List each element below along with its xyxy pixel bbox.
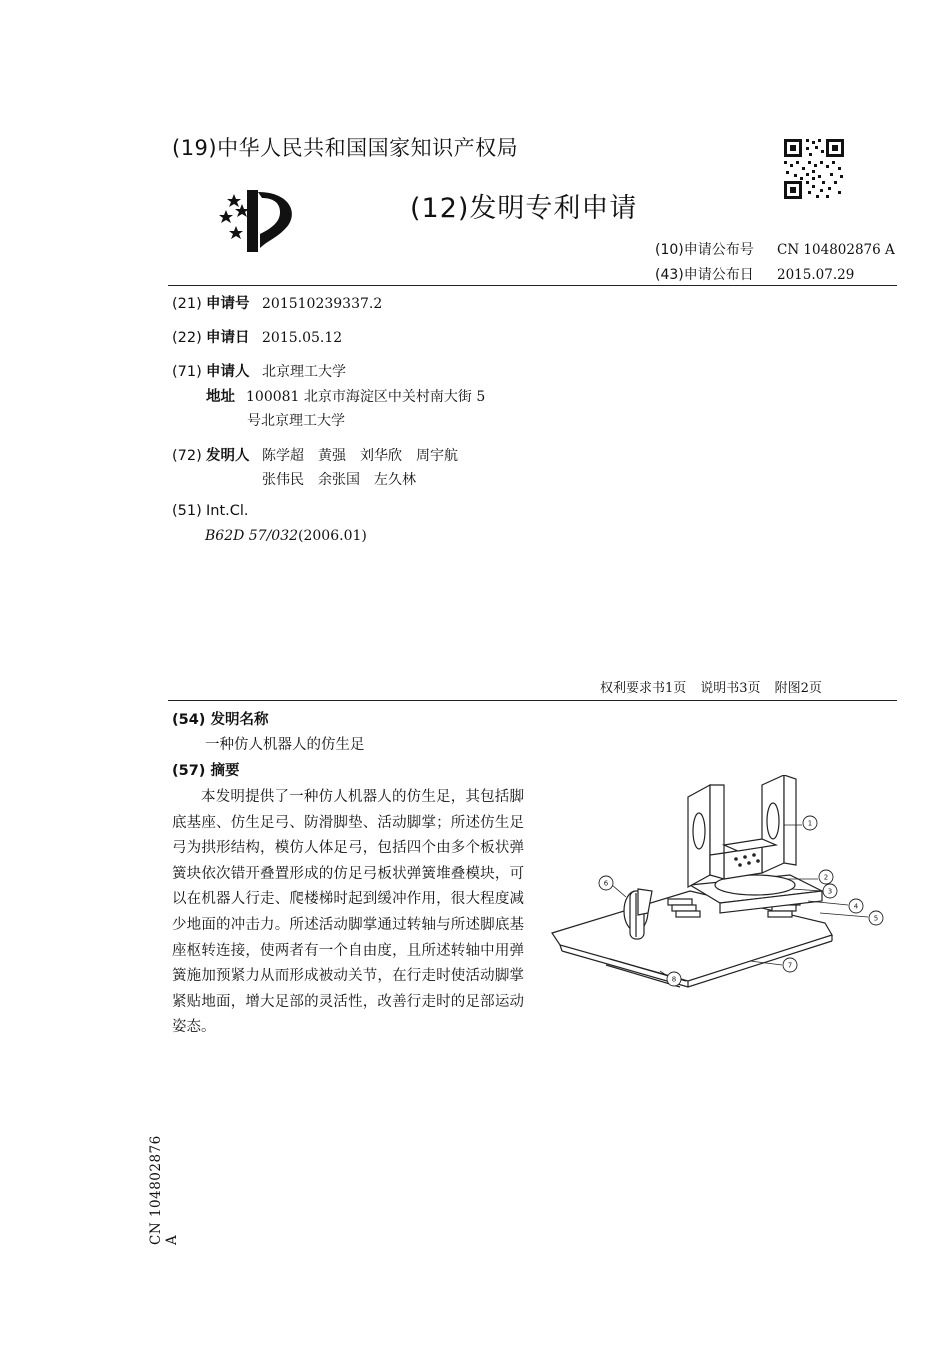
publication-date-value: 2015.07.29 [777,267,855,283]
application-number-field [172,292,382,313]
field-code: (71) [172,364,202,380]
application-date-field [172,326,342,347]
cnipa-logo-icon [214,186,300,256]
publication-date-row [655,264,854,284]
page-counts [600,677,836,696]
abstract-text: 本发明提供了一种仿人机器人的仿生足，其包括脚底基座、仿生足弓、防滑脚垫、活动脚掌；所述仿生足弓为拱形结构，模仿人体足弓，包括四个由多个板状弹簧块依次错开叠置形成的仿足弓板状弹簧堆叠模块，可以在机器人行走、爬楼梯时起到缓冲作用，很大程度减少地面的冲击力。所述活动脚掌通过转轴与所述脚底基座枢转连接，使两者有一个自由度，且所述转轴中用弹簧施加预紧力从而形成被动关节，在行走时使活动脚掌紧贴地面，增大足部的灵活性，改善行走时的足部运动姿态。 [172,789,524,1036]
publication-number-label: (10)申请公布号 [655,242,754,258]
bionic-foot-drawing [540,775,900,1000]
figure-label-8: 8 [671,975,677,984]
application-number-value: 201510239337.2 [262,296,383,312]
document-type: (12)发明专利申请 [410,193,638,224]
section-divider [168,700,897,701]
figure-label-3: 3 [827,887,833,896]
drawings-pages: 附图2页 [774,681,822,696]
claims-pages: 权利要求书1页 [600,681,687,696]
invention-title: 一种仿人机器人的仿生足 [205,737,365,753]
side-publication-number-text: CN 104802876 A [148,1135,180,1245]
figure-label-1: 1 [807,819,813,828]
figure-label-2: 2 [823,873,829,882]
field-label: 发明人 [206,448,250,464]
field-label: 地址 [206,389,235,405]
ipc-field [172,503,249,519]
field-label: Int.Cl. [206,503,249,519]
publication-number-value: CN 104802876 A [777,242,895,258]
description-pages: 说明书3页 [700,681,761,696]
inventors-field [172,444,458,465]
publication-number-row [655,239,895,259]
ipc-class-version: (2006.01) [298,528,367,544]
figure-label-4: 4 [853,902,859,911]
application-date-value: 2015.05.12 [262,330,343,346]
address-line-1: 100081 北京市海淀区中关村南大街 5 [246,389,486,405]
header-divider [168,285,897,286]
abstract-heading: (57) 摘要 [172,763,240,779]
field-code: (22) [172,330,202,346]
inventors-line-2: 张伟民 余张国 左久林 [262,472,416,488]
figure-label-6: 6 [603,879,609,888]
field-label: 申请日 [206,330,250,346]
address-line-2: 号北京理工大学 [247,413,345,429]
address-field [172,385,485,406]
qr-code-icon [782,137,846,201]
field-label: 申请人 [206,364,250,380]
field-code: (51) [172,503,202,519]
ipc-class-code: B62D 57/032 [205,528,299,544]
figure-label-7: 7 [787,961,793,970]
side-publication-number [148,1125,180,1245]
agency-name: (19)中华人民共和国国家知识产权局 [172,136,519,160]
publication-date-label: (43)申请公布日 [655,267,754,283]
field-code: (21) [172,296,202,312]
field-code: (72) [172,448,202,464]
applicant-field [172,360,346,381]
ipc-classification [205,528,367,544]
field-label: 申请号 [206,296,250,312]
figure-label-5: 5 [873,914,879,923]
inventors-line-1: 陈学超 黄强 刘华欣 周宇航 [262,448,458,464]
applicant-value: 北京理工大学 [262,364,346,380]
title-heading: (54) 发明名称 [172,712,269,728]
